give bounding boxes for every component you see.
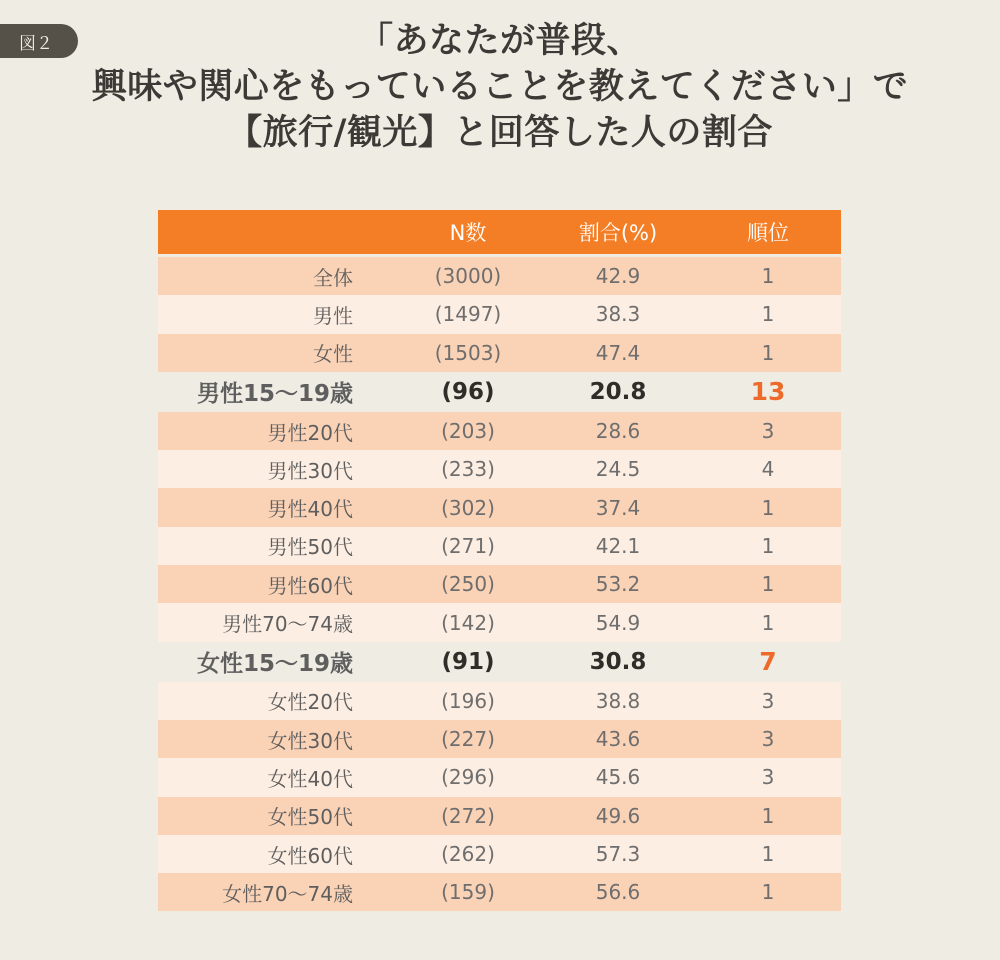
row-pct: 38.8 bbox=[545, 682, 691, 720]
row-n: (227) bbox=[395, 720, 541, 758]
row-pct: 54.9 bbox=[545, 603, 691, 641]
row-n: (96) bbox=[395, 372, 541, 412]
row-rank: 1 bbox=[695, 835, 841, 873]
table-row bbox=[158, 873, 842, 911]
row-label: 女性70〜74歳 bbox=[158, 873, 391, 911]
row-rank: 1 bbox=[695, 797, 841, 835]
row-pct: 42.1 bbox=[545, 527, 691, 565]
row-pct: 42.9 bbox=[545, 257, 691, 295]
row-pct: 20.8 bbox=[545, 372, 691, 412]
row-rank: 1 bbox=[695, 295, 841, 333]
table-row bbox=[158, 488, 842, 526]
row-pct: 38.3 bbox=[545, 295, 691, 333]
row-label: 男性 bbox=[158, 295, 391, 333]
header-cell-pct: 割合(%) bbox=[545, 210, 691, 254]
header-cell-rank: 順位 bbox=[695, 210, 841, 254]
row-label: 男性60代 bbox=[158, 565, 391, 603]
row-n: (250) bbox=[395, 565, 541, 603]
row-label: 男性40代 bbox=[158, 488, 391, 526]
row-pct: 49.6 bbox=[545, 797, 691, 835]
table-row bbox=[158, 372, 842, 412]
row-rank: 7 bbox=[695, 642, 841, 682]
row-label: 女性20代 bbox=[158, 682, 391, 720]
title-line: 「あなたが普段、 bbox=[357, 21, 642, 61]
data-table bbox=[158, 210, 842, 911]
row-rank: 1 bbox=[695, 873, 841, 911]
row-n: (3000) bbox=[395, 257, 541, 295]
header-cell-label bbox=[158, 210, 391, 254]
row-pct: 45.6 bbox=[545, 758, 691, 796]
row-label: 男性20代 bbox=[158, 412, 391, 450]
row-label: 女性40代 bbox=[158, 758, 391, 796]
table-row bbox=[158, 295, 842, 333]
row-rank: 1 bbox=[695, 257, 841, 295]
table-row bbox=[158, 682, 842, 720]
row-n: (91) bbox=[395, 642, 541, 682]
row-n: (271) bbox=[395, 527, 541, 565]
row-rank: 1 bbox=[695, 488, 841, 526]
row-rank: 3 bbox=[695, 720, 841, 758]
title-line: 興味や関心をもっていることを教えてください」で bbox=[91, 67, 909, 107]
row-n: (302) bbox=[395, 488, 541, 526]
table-row bbox=[158, 720, 842, 758]
table-row bbox=[158, 257, 842, 295]
title-line: 【旅行/観光】と回答した人の割合 bbox=[227, 113, 773, 153]
row-n: (203) bbox=[395, 412, 541, 450]
row-rank: 4 bbox=[695, 450, 841, 488]
table-row bbox=[158, 450, 842, 488]
row-rank: 1 bbox=[695, 603, 841, 641]
row-pct: 53.2 bbox=[545, 565, 691, 603]
row-pct: 43.6 bbox=[545, 720, 691, 758]
row-pct: 37.4 bbox=[545, 488, 691, 526]
table-row bbox=[158, 758, 842, 796]
row-n: (1497) bbox=[395, 295, 541, 333]
row-n: (272) bbox=[395, 797, 541, 835]
row-pct: 47.4 bbox=[545, 334, 691, 372]
row-n: (1503) bbox=[395, 334, 541, 372]
row-label: 男性30代 bbox=[158, 450, 391, 488]
row-label: 女性 bbox=[158, 334, 391, 372]
row-rank: 3 bbox=[695, 412, 841, 450]
row-pct: 57.3 bbox=[545, 835, 691, 873]
header-cell-n: N数 bbox=[395, 210, 541, 254]
table-header bbox=[158, 210, 842, 254]
table-body bbox=[158, 257, 842, 911]
chart-title bbox=[40, 18, 960, 156]
table-row bbox=[158, 642, 842, 682]
row-label: 男性70〜74歳 bbox=[158, 603, 391, 641]
table-row bbox=[158, 527, 842, 565]
row-pct: 30.8 bbox=[545, 642, 691, 682]
row-pct: 28.6 bbox=[545, 412, 691, 450]
row-n: (196) bbox=[395, 682, 541, 720]
row-label: 女性15〜19歳 bbox=[158, 642, 391, 682]
table-row bbox=[158, 797, 842, 835]
row-n: (262) bbox=[395, 835, 541, 873]
row-n: (296) bbox=[395, 758, 541, 796]
table-row bbox=[158, 412, 842, 450]
row-pct: 56.6 bbox=[545, 873, 691, 911]
row-label: 女性50代 bbox=[158, 797, 391, 835]
row-label: 全体 bbox=[158, 257, 391, 295]
row-rank: 3 bbox=[695, 758, 841, 796]
row-label: 女性60代 bbox=[158, 835, 391, 873]
row-n: (233) bbox=[395, 450, 541, 488]
row-label: 男性50代 bbox=[158, 527, 391, 565]
row-rank: 1 bbox=[695, 527, 841, 565]
figure-label: 図２ bbox=[0, 24, 78, 58]
table-row bbox=[158, 835, 842, 873]
table-row bbox=[158, 334, 842, 372]
row-label: 男性15〜19歳 bbox=[158, 372, 391, 412]
row-rank: 1 bbox=[695, 334, 841, 372]
row-pct: 24.5 bbox=[545, 450, 691, 488]
table-row bbox=[158, 565, 842, 603]
row-rank: 1 bbox=[695, 565, 841, 603]
row-rank: 3 bbox=[695, 682, 841, 720]
row-n: (142) bbox=[395, 603, 541, 641]
row-rank: 13 bbox=[695, 372, 841, 412]
table-row bbox=[158, 603, 842, 641]
row-n: (159) bbox=[395, 873, 541, 911]
row-label: 女性30代 bbox=[158, 720, 391, 758]
